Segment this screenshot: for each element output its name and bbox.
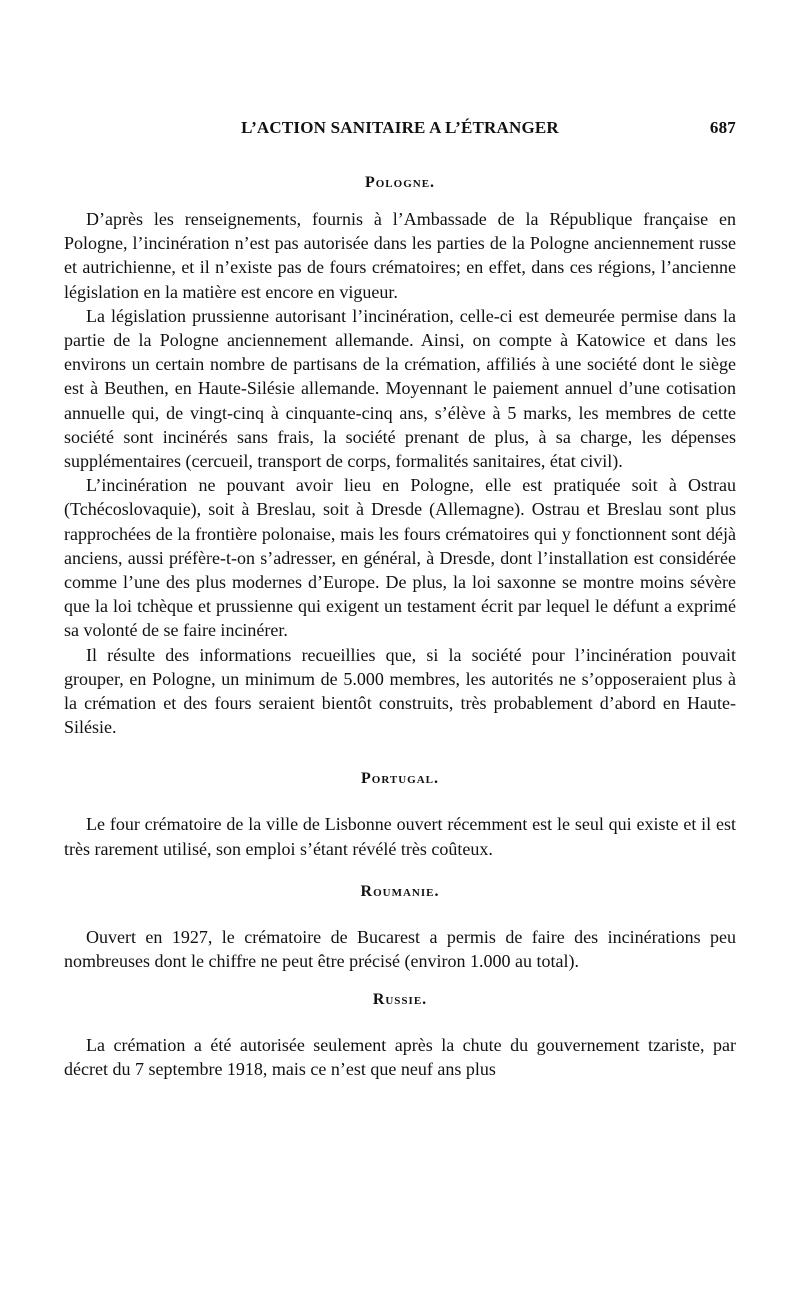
section-heading-pologne: Pologne. <box>364 174 436 191</box>
paragraph-portugal-1: Le four crématoire de la ville de Lisbonne ouvert récemment est le seul qui existe et il est très rarement utilisé, son emploi s’étant révélé très coûteux. <box>64 814 736 859</box>
paragraph-pologne-4: Il résulte des informations recueillies que, si la société pour l’incinération pouvait grouper, en Pologne, un minimum de 5.000 membres, les autorités ne s’opposeraient plus à la crémation et des fours seraient bientôt construits, très probablement d’abord en Haute-Silésie. <box>64 644 736 738</box>
paragraph-russie-1: La crémation a été autorisée seulement après la chute du gouvernement tzariste, par décret du 7 septembre 1918, mais ce n’est que neuf ans plus <box>64 1035 736 1080</box>
paragraph-pologne-2: La législation prussienne autorisant l’incinération, celle-ci est demeurée permise dans la partie de la Pologne anciennement allemande. Ainsi, on compte à Katowice et dans les environs un certain nombre de partisans de la crémation, affiliés à une société dont le siège est à Beuthen, en Haute-Silésie allemande. Moyennant le paiement annuel d’une cotisation annuelle qui, de vingt-cinq à cinquante-cinq ans, s’élève à 5 marks, les membres de cette société sont incinérés sans frais, la société prenant de plus, à sa charge, les dépenses supplémentaires (cercueil, transport de corps, formalités sanitaires, état civil). <box>64 305 736 472</box>
section-heading-russie: Russie. <box>372 991 428 1009</box>
section-heading-portugal: Portugal. <box>360 770 439 788</box>
paragraph-pologne-1: D’après les renseignements, fournis à l’Ambassade de la République française en Pologne, l’incinération n’est pas autorisée dans les parties de la Pologne anciennement russe et autrichienne, et il n’existe pas de fours crématoires; en effet, dans ces régions, l’ancienne législation en la matière est encore en vigueur. <box>64 209 736 302</box>
running-header <box>64 112 736 142</box>
paragraph-pologne-3: L’incinération ne pouvant avoir lieu en Pologne, elle est pratiquée soit à Ostrau (Tchécoslovaquie), soit à Breslau, soit à Dresde (Allemagne). Ostrau et Breslau sont plus rapprochées de la frontière polonaise, mais les fours crématoires qui y fonctionnent sont déjà anciens, aussi préfère-t-on s’adresser, en général, à Dresde, dont l’installation est considérée comme l’une des plus modernes d’Europe. De plus, la loi saxonne se montre moins sévère que la loi tchèque et prussienne qui exigent un testament écrit par lequel le défunt a exprimé sa volonté de se faire incinérer. <box>64 475 736 641</box>
document-page <box>64 112 736 1082</box>
section-heading-roumanie: Roumanie. <box>360 882 440 900</box>
running-title: L’ACTION SANITAIRE A L’ÉTRANGER <box>241 118 559 137</box>
page-number: 687 <box>709 118 736 137</box>
paragraph-roumanie-1: Ouvert en 1927, le crématoire de Bucarest a permis de faire des incinérations peu nombreuses dont le chiffre ne peut être précisé (environ 1.000 au total). <box>64 926 736 972</box>
